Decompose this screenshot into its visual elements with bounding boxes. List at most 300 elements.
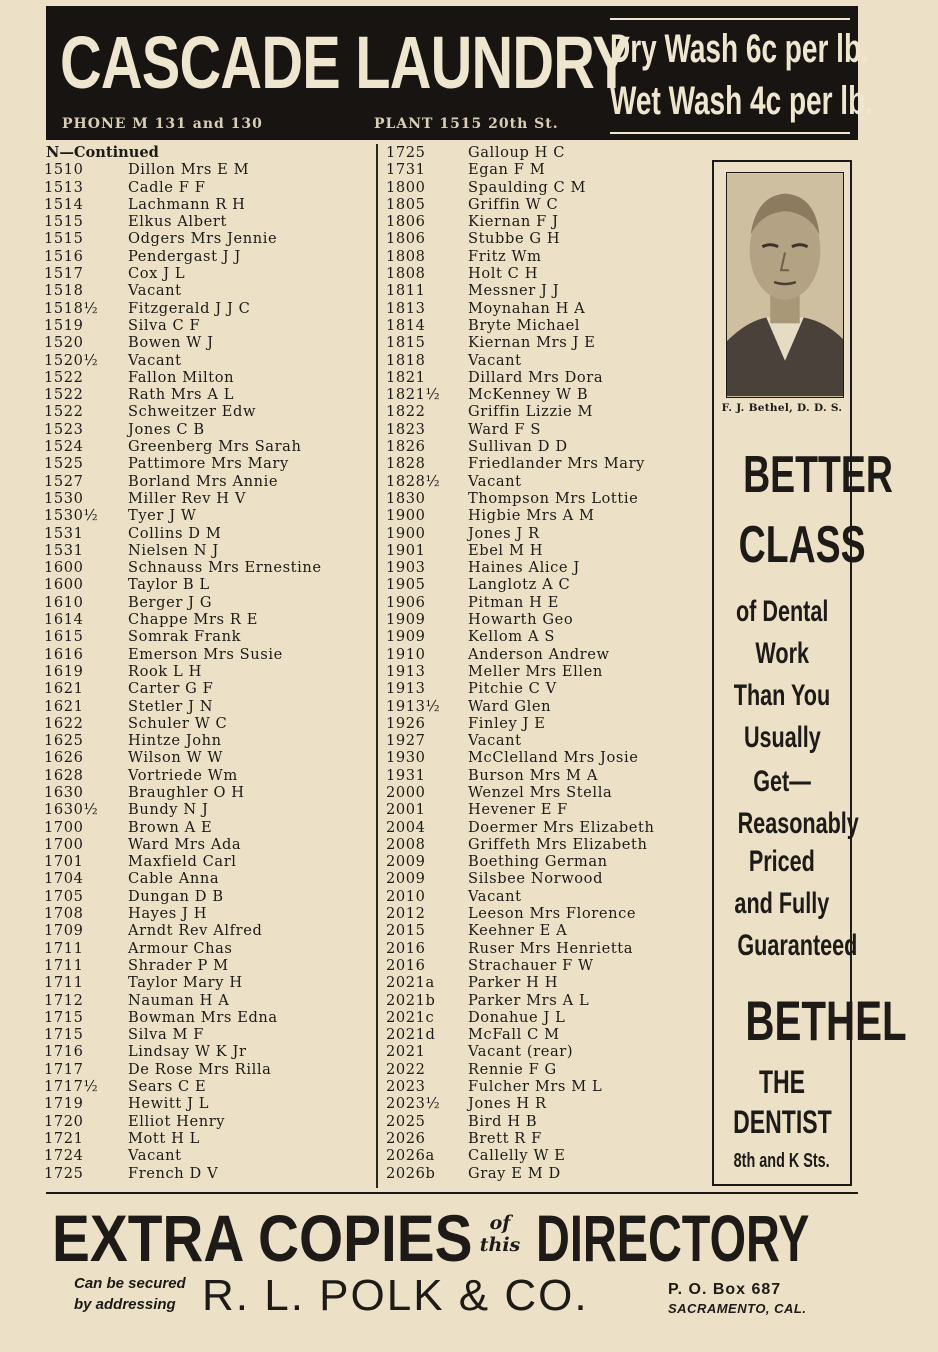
list-item	[42, 542, 372, 559]
house-number: 1520	[44, 334, 84, 352]
resident-name: Hevener E F	[468, 801, 568, 819]
resident-name: Arndt Rev Alfred	[128, 922, 263, 940]
list-item	[382, 542, 708, 559]
list-item	[42, 870, 372, 887]
resident-name: Elliot Henry	[128, 1112, 226, 1130]
house-number: 1709	[44, 922, 84, 940]
house-number: 2009	[386, 853, 426, 871]
ad-line: of Dental	[735, 595, 829, 628]
list-item	[382, 749, 708, 766]
ad-line: Work	[755, 637, 809, 670]
resident-name: Vacant	[468, 887, 522, 905]
house-number: 1913½	[386, 697, 441, 715]
house-number: 1712	[44, 991, 84, 1009]
resident-name: Brett R F	[468, 1129, 542, 1147]
list-item	[382, 940, 708, 957]
resident-name: Higbie Mrs A M	[468, 507, 595, 525]
resident-name: McClelland Mrs Josie	[468, 749, 639, 767]
ad-line: and Fully	[734, 887, 830, 920]
resident-name: Messner J J	[468, 282, 560, 300]
list-item	[382, 801, 708, 818]
resident-name: Ward Glen	[468, 697, 552, 715]
portrait-image	[727, 173, 843, 397]
list-item	[382, 265, 708, 282]
list-item	[382, 853, 708, 870]
ad-line: Priced	[748, 845, 816, 878]
list-item	[42, 1113, 372, 1130]
resident-name: Fallon Milton	[128, 368, 235, 386]
list-item	[382, 507, 708, 524]
resident-name: Ward F S	[468, 420, 541, 438]
resident-name: Donahue J L	[468, 1008, 566, 1026]
house-number: 1610	[44, 593, 84, 611]
ad-line: Guaranteed	[737, 929, 858, 962]
resident-name: Fritz Wm	[468, 247, 542, 265]
list-item	[42, 1078, 372, 1095]
house-number: 1522	[44, 403, 84, 421]
list-item	[42, 282, 372, 299]
list-item	[382, 369, 708, 386]
list-item	[42, 369, 372, 386]
house-number: 1731	[386, 161, 426, 179]
house-number: 1522	[44, 368, 84, 386]
resident-name: Emerson Mrs Susie	[128, 645, 283, 663]
house-number: 2021c	[386, 1008, 435, 1026]
resident-name: Gray E M D	[468, 1164, 561, 1182]
resident-name: Friedlander Mrs Mary	[468, 455, 646, 473]
house-number: 1518	[44, 282, 84, 300]
ad-line: Usually	[743, 721, 821, 754]
house-number: 1927	[386, 732, 426, 750]
ad-line: Get—	[753, 765, 811, 798]
resident-name: Keehner E A	[468, 922, 568, 940]
resident-name: Mott H L	[128, 1129, 200, 1147]
list-item	[42, 732, 372, 749]
resident-name: Silva M F	[128, 1026, 205, 1044]
house-number: 1926	[386, 714, 426, 732]
list-item	[42, 525, 372, 542]
resident-name: Greenberg Mrs Sarah	[128, 438, 302, 456]
resident-name: Brown A E	[128, 818, 213, 836]
resident-name: Silsbee Norwood	[468, 870, 604, 888]
resident-name: Cox J L	[128, 265, 186, 283]
list-item	[42, 1165, 372, 1182]
house-number: 1519	[44, 316, 84, 334]
house-number: 1525	[44, 455, 84, 473]
resident-name: Stubbe G H	[468, 230, 561, 248]
house-number: 1515	[44, 230, 84, 248]
list-item	[382, 490, 708, 507]
house-number: 2004	[386, 818, 426, 836]
house-number: 1821	[386, 368, 426, 386]
resident-name: Burson Mrs M A	[468, 766, 598, 784]
list-item	[42, 1043, 372, 1060]
resident-name: Wilson W W	[128, 749, 224, 767]
list-item	[382, 992, 708, 1009]
house-number: 1515	[44, 213, 84, 231]
resident-name: Pattimore Mrs Mary	[128, 455, 289, 473]
resident-name: Hewitt J L	[128, 1095, 210, 1113]
list-item	[382, 698, 708, 715]
list-item	[42, 230, 372, 247]
resident-name: Jones C B	[128, 420, 205, 438]
list-item	[382, 819, 708, 836]
list-item	[382, 1130, 708, 1147]
house-number: 2000	[386, 783, 426, 801]
list-item	[42, 801, 372, 818]
resident-name: Tyer J W	[128, 507, 197, 525]
list-item	[42, 1147, 372, 1164]
resident-name: Meller Mrs Ellen	[468, 662, 603, 680]
resident-name: Somrak Frank	[128, 628, 242, 646]
list-item	[42, 646, 372, 663]
ad-line: Reasonably	[737, 807, 859, 840]
list-item	[42, 715, 372, 732]
list-item	[42, 300, 372, 317]
resident-name: Maxfield Carl	[128, 853, 237, 871]
resident-name: Thompson Mrs Lottie	[468, 489, 639, 507]
resident-name: Dillon Mrs E M	[128, 161, 250, 179]
list-item	[382, 836, 708, 853]
house-number: 1522	[44, 386, 84, 404]
resident-name: Griffin Lizzie M	[468, 403, 594, 421]
list-item	[382, 888, 708, 905]
house-number: 1704	[44, 870, 84, 888]
list-item	[42, 767, 372, 784]
house-number: 1913	[386, 662, 426, 680]
house-number: 1903	[386, 559, 426, 577]
resident-name: Anderson Andrew	[468, 645, 610, 663]
house-number: 1725	[44, 1164, 84, 1182]
house-number: 1822	[386, 403, 426, 421]
house-number: 1628	[44, 766, 84, 784]
list-item	[42, 421, 372, 438]
house-number: 2026a	[386, 1147, 435, 1165]
list-item	[382, 1078, 708, 1095]
house-number: 2023½	[386, 1095, 441, 1113]
list-item	[382, 1009, 708, 1026]
list-item	[382, 1061, 708, 1078]
footer-of: of	[489, 1212, 511, 1234]
house-number: 1621	[44, 697, 84, 715]
house-number: 1705	[44, 887, 84, 905]
house-number: 1524	[44, 438, 84, 456]
house-number: 1716	[44, 1043, 84, 1061]
house-number: 1717½	[44, 1078, 99, 1096]
list-item	[382, 715, 708, 732]
resident-name: Holt C H	[468, 265, 539, 283]
house-number: 1616	[44, 645, 84, 663]
list-item	[42, 1009, 372, 1026]
house-number: 1811	[386, 282, 426, 300]
footer-po-box: P. O. Box 687	[668, 1281, 782, 1298]
resident-name: Miller Rev H V	[128, 489, 247, 507]
list-item	[382, 628, 708, 645]
house-number: 1913	[386, 680, 426, 698]
house-number: 1905	[386, 576, 426, 594]
resident-name: Kellom A S	[468, 628, 555, 646]
list-item	[42, 1026, 372, 1043]
house-number: 1719	[44, 1095, 84, 1113]
resident-name: Strachauer F W	[468, 956, 594, 974]
ad-line: BETHEL	[745, 989, 907, 1052]
list-item	[382, 974, 708, 991]
resident-name: Howarth Geo	[468, 611, 574, 629]
resident-name: Galloup H C	[468, 144, 565, 161]
resident-name: Parker Mrs A L	[468, 991, 590, 1009]
list-item	[382, 213, 708, 230]
resident-name: Hintze John	[128, 732, 222, 750]
house-number: 1516	[44, 247, 84, 265]
house-number: 1517	[44, 265, 84, 283]
list-item	[42, 1130, 372, 1147]
column-divider	[376, 144, 378, 1188]
list-item	[42, 248, 372, 265]
house-number: 2008	[386, 835, 426, 853]
list-item	[382, 196, 708, 213]
footer-this: this	[479, 1234, 521, 1256]
list-item	[42, 992, 372, 1009]
resident-name: Stetler J N	[128, 697, 214, 715]
list-item	[382, 161, 708, 178]
resident-name: Kiernan F J	[468, 213, 559, 231]
resident-name: Pitchie C V	[468, 680, 557, 698]
resident-name: Hayes J H	[128, 905, 208, 923]
list-item	[382, 767, 708, 784]
list-item	[42, 473, 372, 490]
list-item	[42, 819, 372, 836]
house-number: 1900	[386, 507, 426, 525]
list-item	[42, 663, 372, 680]
resident-name: Vacant	[128, 1147, 182, 1165]
resident-name: Vacant	[468, 732, 522, 750]
house-number: 2016	[386, 956, 426, 974]
resident-name: Bowman Mrs Edna	[128, 1008, 278, 1026]
resident-name: Lindsay W K Jr	[128, 1043, 247, 1061]
list-item	[382, 611, 708, 628]
list-item	[382, 732, 708, 749]
list-item	[382, 1165, 708, 1182]
house-number: 1828½	[386, 472, 441, 490]
resident-name: Griffin W C	[468, 195, 559, 213]
house-number: 1818	[386, 351, 426, 369]
resident-name: Bowen W J	[128, 334, 214, 352]
resident-name: Moynahan H A	[468, 299, 586, 317]
resident-name: McKenney W B	[468, 386, 589, 404]
resident-name: Pendergast J J	[128, 247, 241, 265]
rate-wet-wash: Wet Wash 4c per lb.	[610, 79, 873, 123]
dentist-portrait	[726, 172, 844, 398]
list-item	[382, 1147, 708, 1164]
resident-name: Jones H R	[468, 1095, 547, 1113]
resident-name: Shrader P M	[128, 956, 229, 974]
house-number: 2026b	[386, 1164, 436, 1182]
resident-name: De Rose Mrs Rilla	[128, 1060, 272, 1078]
footer-of-this	[470, 1212, 530, 1256]
house-number: 2001	[386, 801, 426, 819]
house-number: 1826	[386, 438, 426, 456]
list-item	[42, 196, 372, 213]
resident-name: Schuler W C	[128, 714, 228, 732]
house-number: 1527	[44, 472, 84, 490]
banner-plant: PLANT 1515 20th St.	[374, 116, 559, 132]
house-number: 1806	[386, 230, 426, 248]
house-number: 2010	[386, 887, 426, 905]
resident-name: Armour Chas	[128, 939, 233, 957]
house-number: 1823	[386, 420, 426, 438]
list-item	[382, 473, 708, 490]
house-number: 2021a	[386, 974, 435, 992]
resident-name: Nielsen N J	[128, 541, 219, 559]
footer-directory: DIRECTORY	[536, 1201, 810, 1275]
house-number: 1626	[44, 749, 84, 767]
house-number: 1701	[44, 853, 84, 871]
list-item	[382, 438, 708, 455]
house-number: 1724	[44, 1147, 84, 1165]
continued-heading: N—Continued	[46, 144, 159, 161]
resident-name: Odgers Mrs Jennie	[128, 230, 278, 248]
house-number: 1909	[386, 611, 426, 629]
house-number: 1909	[386, 628, 426, 646]
list-item	[42, 213, 372, 230]
footer-address	[668, 1280, 838, 1318]
list-item	[42, 628, 372, 645]
list-item	[42, 161, 372, 178]
resident-name: Schweitzer Edw	[128, 403, 257, 421]
dentist-ad	[712, 160, 907, 1186]
house-number: 2025	[386, 1112, 426, 1130]
resident-name: Elkus Albert	[128, 213, 227, 231]
resident-name: Cadle F F	[128, 178, 206, 196]
resident-name: Collins D M	[128, 524, 222, 542]
house-number: 1530	[44, 489, 84, 507]
list-item	[382, 248, 708, 265]
resident-name: Egan F M	[468, 161, 546, 179]
house-number: 1906	[386, 593, 426, 611]
house-number: 2023	[386, 1078, 426, 1096]
house-number: 1805	[386, 195, 426, 213]
footer-extra-copies: EXTRA COPIES	[52, 1201, 473, 1275]
house-number: 1531	[44, 541, 84, 559]
ad-line: CLASS	[738, 516, 866, 574]
list-item	[382, 905, 708, 922]
list-item	[382, 576, 708, 593]
footer-secured	[74, 1273, 204, 1315]
house-number: 1715	[44, 1008, 84, 1026]
house-number: 1711	[44, 939, 84, 957]
house-number: 1630½	[44, 801, 99, 819]
resident-name: Bird H B	[468, 1112, 538, 1130]
list-item	[42, 611, 372, 628]
footer-city: SACRAMENTO, CAL.	[668, 1301, 807, 1316]
list-item	[42, 403, 372, 420]
house-number: 1514	[44, 195, 84, 213]
house-number: 2021	[386, 1043, 426, 1061]
resident-name: Sullivan D D	[468, 438, 568, 456]
ad-line: BETTER	[743, 446, 893, 504]
list-item	[382, 455, 708, 472]
list-item	[382, 352, 708, 369]
house-number: 1523	[44, 420, 84, 438]
resident-name: Fulcher Mrs M L	[468, 1078, 603, 1096]
house-number: 1513	[44, 178, 84, 196]
list-item	[382, 1026, 708, 1043]
list-item	[42, 559, 372, 576]
resident-name: Rennie F G	[468, 1060, 557, 1078]
house-number: 2009	[386, 870, 426, 888]
house-number: 1813	[386, 299, 426, 317]
house-number: 1910	[386, 645, 426, 663]
list-item	[382, 594, 708, 611]
list-item	[42, 836, 372, 853]
list-item	[42, 179, 372, 196]
list-item	[42, 507, 372, 524]
resident-name: Langlotz A C	[468, 576, 571, 594]
ad-address: 8th and K Sts.	[733, 1150, 831, 1172]
laundry-ad-banner	[46, 6, 873, 140]
house-number: 2015	[386, 922, 426, 940]
resident-name: Ward Mrs Ada	[128, 835, 242, 853]
list-item	[42, 455, 372, 472]
list-item	[382, 922, 708, 939]
house-number: 1901	[386, 541, 426, 559]
resident-name: Bryte Michael	[468, 316, 581, 334]
house-number: 1600	[44, 559, 84, 577]
list-item	[42, 334, 372, 351]
list-item	[42, 438, 372, 455]
list-item	[42, 594, 372, 611]
house-number: 1510	[44, 161, 84, 179]
list-item	[382, 386, 708, 403]
footer-secured-line-1: Can be secured	[74, 1275, 186, 1292]
resident-name: Wenzel Mrs Stella	[468, 783, 613, 801]
list-item	[42, 974, 372, 991]
list-item	[382, 282, 708, 299]
resident-name: Vacant (rear)	[468, 1043, 574, 1061]
house-number: 1815	[386, 334, 426, 352]
list-item	[42, 922, 372, 939]
list-item	[42, 888, 372, 905]
resident-name: Doermer Mrs Elizabeth	[468, 818, 655, 836]
resident-name: Taylor B L	[128, 576, 210, 594]
list-item	[42, 1095, 372, 1112]
list-item	[382, 1043, 708, 1060]
rate-dry-wash: Dry Wash 6c per lb.	[610, 27, 869, 71]
resident-name: Callelly W E	[468, 1147, 566, 1165]
ad-line: DENTIST	[733, 1104, 832, 1140]
house-number: 1530½	[44, 507, 99, 525]
list-item	[42, 265, 372, 282]
resident-name: Carter G F	[128, 680, 214, 698]
footer-publisher: R. L. POLK & CO.	[202, 1271, 589, 1320]
resident-name: Spaulding C M	[468, 178, 587, 196]
banner-title: CASCADE LAUNDRY	[60, 21, 630, 104]
house-number: 1615	[44, 628, 84, 646]
listing-column-2	[382, 144, 708, 1182]
resident-name: Lachmann R H	[128, 195, 246, 213]
list-item	[382, 680, 708, 697]
list-item	[382, 230, 708, 247]
list-item	[382, 334, 708, 351]
resident-name: Taylor Mary H	[128, 974, 243, 992]
resident-name: Vacant	[128, 282, 182, 300]
list-item	[42, 784, 372, 801]
house-number: 1930	[386, 749, 426, 767]
house-number: 1721	[44, 1129, 84, 1147]
list-item	[42, 749, 372, 766]
resident-name: Pitman H E	[468, 593, 559, 611]
resident-name: Jones J R	[468, 524, 540, 542]
